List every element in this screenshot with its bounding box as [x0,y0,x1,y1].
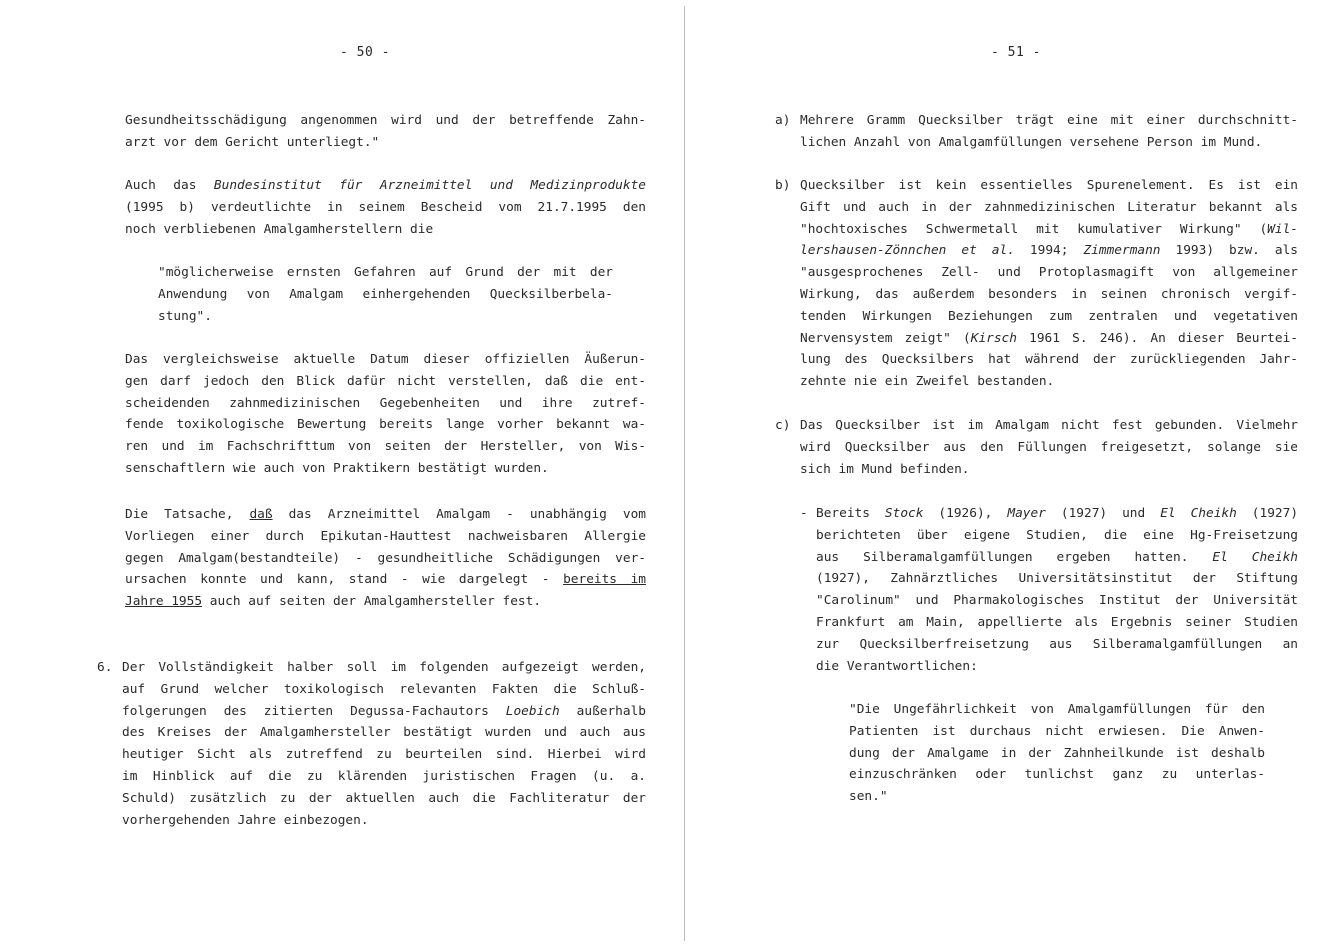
text-line: lung des Quecksilbers hat während der zurückliegenden Jahr- [800,352,1298,368]
text-line: sich im Mund befinden. [800,461,970,477]
text-line: senschaftlern wie auch von Praktikern bestätigt wurden. [125,460,549,476]
text-line: folgerungen des zitierten Degussa-Fachautors Loebich außerhalb [122,703,646,719]
text-line: tenden Wirkungen Beziehungen zum zentralen und vegetativen [800,308,1298,324]
text-line: einzuschränken oder tunlichst ganz zu unterlas- [849,767,1265,783]
item-marker: b) [775,178,791,193]
paragraph-date [125,349,646,480]
block-quote-bfarm [158,262,613,327]
paragraph-item-6 [122,657,646,831]
text-line: Nervensystem zeigt" (Kirsch 1961 S. 246). An dieser Beurtei- [800,330,1299,346]
text-line: "Die Ungefährlichkeit von Amalgamfüllungen für den [849,702,1265,717]
text-line: Das Quecksilber ist im Amalgam nicht fest gebunden. Vielmehr [800,418,1298,433]
text-line: Bereits Stock (1926), Mayer (1927) und El Cheikh (1927) [816,506,1299,521]
text-line: (1927), Zahnärztliches Universitätsinstitut der Stiftung [816,571,1298,587]
text-line: "hochtoxisches Schwermetall mit kumulativer Wirkung" (Wil- [800,221,1298,237]
text-line: Frankfurt am Main, appellierte als Ergebnis seiner Studien [816,614,1298,630]
text-line: Quecksilber ist kein essentielles Spurenelement. Es ist ein [800,178,1298,193]
text-line: Anwendung von Amalgam einhergehenden Quecksilberbela- [158,286,613,302]
text-line: noch verbliebenen Amalgamherstellern die [125,221,434,237]
text-line: im Hinblick auf die zu klärenden juristischen Fragen (u. a. [122,768,646,784]
item-marker: a) [775,113,791,128]
text-line: Mehrere Gramm Quecksilber trägt eine mit einer durchschnitt- [800,113,1298,128]
text-line: (1995 b) verdeutlichte in seinem Bescheid vom 21.7.1995 den [125,199,646,215]
paragraph-bullet-studies [816,503,1298,677]
text-line: dung der Amalgame in der Zahnheilkunde ist deshalb [849,745,1265,761]
right-page [688,0,1342,949]
text-line: gen darf jedoch den Blick dafür nicht verstellen, daß die ent- [125,373,646,389]
paragraph-continuation [125,110,646,154]
text-line: scheidenden zahnmedizinischen Gegebenheiten und ihre zutref- [125,395,646,411]
text-line: Gift und auch in der zahnmedizinischen Literatur bekannt als [800,199,1298,215]
paragraph-tatsache [125,504,646,613]
text-line: Der Vollständigkeit halber soll im folgenden aufgezeigt werden, [122,660,646,675]
text-line: sen." [849,789,888,805]
text-line: gegen Amalgam(bestandteile) - gesundheitliche Schädigungen ver- [125,550,646,566]
paragraph-item-c [800,415,1298,480]
text-line: wird Quecksilber aus den Füllungen freigesetzt, solange sie [800,439,1298,455]
text-line: lichen Anzahl von Amalgamfüllungen versehene Person im Mund. [800,134,1263,150]
block-quote-el-cheikh [849,699,1265,808]
paragraph-bfarm [125,175,646,240]
text-line: Vorliegen einer durch Epikutan-Hauttest nachweisbaren Allergie [125,528,646,544]
page-number-left: - 50 - [340,45,390,60]
text-line: ursachen konnte und kann, stand - wie dargelegt - bereits im [125,572,646,588]
text-line: Patienten ist durchaus nicht erwiesen. Die Anwen- [849,723,1265,739]
text-line: ren und im Fachschrifttum von seiten der Hersteller, von Wis- [125,439,646,455]
text-line: die Verantwortlichen: [816,658,978,674]
page-gutter [684,6,685,941]
text-line: heutiger Sicht als zutreffend zu beurteilen sind. Hierbei wird [122,747,646,763]
text-line: "Carolinum" und Pharmakologisches Institut der Universität [816,593,1298,609]
text-line: stung". [158,308,212,324]
text-line: zur Quecksilberfreisetzung aus Silberamalgamfüllungen an [816,636,1298,652]
text-line: Das vergleichsweise aktuelle Datum dieser offiziellen Äußerun- [125,352,646,367]
text-line: vorhergehenden Jahre einbezogen. [122,812,369,828]
text-line: Wirkung, das außerdem besonders in seinen chronisch vergif- [800,286,1298,302]
text-line: "möglicherweise ernsten Gefahren auf Grund der mit der [158,265,613,280]
text-line: Jahre 1955 auch auf seiten der Amalgamhersteller fest. [125,594,542,610]
text-line: fende toxikologische Bewertung bereits lange vorher bekannt wa- [125,417,646,433]
text-line: zehnte nie ein Zweifel bestanden. [800,374,1055,390]
text-line: lershausen-Zönnchen et al. 1994; Zimmermann 1993) bzw. als [800,243,1298,259]
text-line: Gesundheitsschädigung angenommen wird und der betreffende Zahn- [125,113,646,128]
item-marker: 6. [97,660,113,675]
text-line: Die Tatsache, daß das Arzneimittel Amalgam - unabhängig vom [125,507,646,522]
text-line: Schuld) zusätzlich zu der aktuellen auch die Fachliteratur der [122,790,646,806]
text-line: "ausgesprochenes Zell- und Protoplasmagift von allgemeiner [800,265,1298,281]
page-number-right: - 51 - [991,45,1041,60]
item-marker: c) [775,418,791,433]
text-line: des Kreises der Amalgamhersteller bestätigt wurden und auch aus [122,725,646,741]
text-line: arzt vor dem Gericht unterliegt." [125,134,380,150]
text-line: berichteten über eigene Studien, die eine Hg-Freisetzung [816,527,1298,543]
text-line: auf Grund welcher toxikologisch relevanten Fakten die Schluß- [122,681,646,697]
paragraph-item-a [800,110,1298,154]
text-line: aus Silberamalgamfüllungen ergeben hatten. El Cheikh [816,549,1299,565]
paragraph-item-b [800,175,1298,393]
text-line: Auch das Bundesinstitut für Arzneimittel und Medizinprodukte [125,178,646,193]
bullet-marker: - [800,506,808,521]
